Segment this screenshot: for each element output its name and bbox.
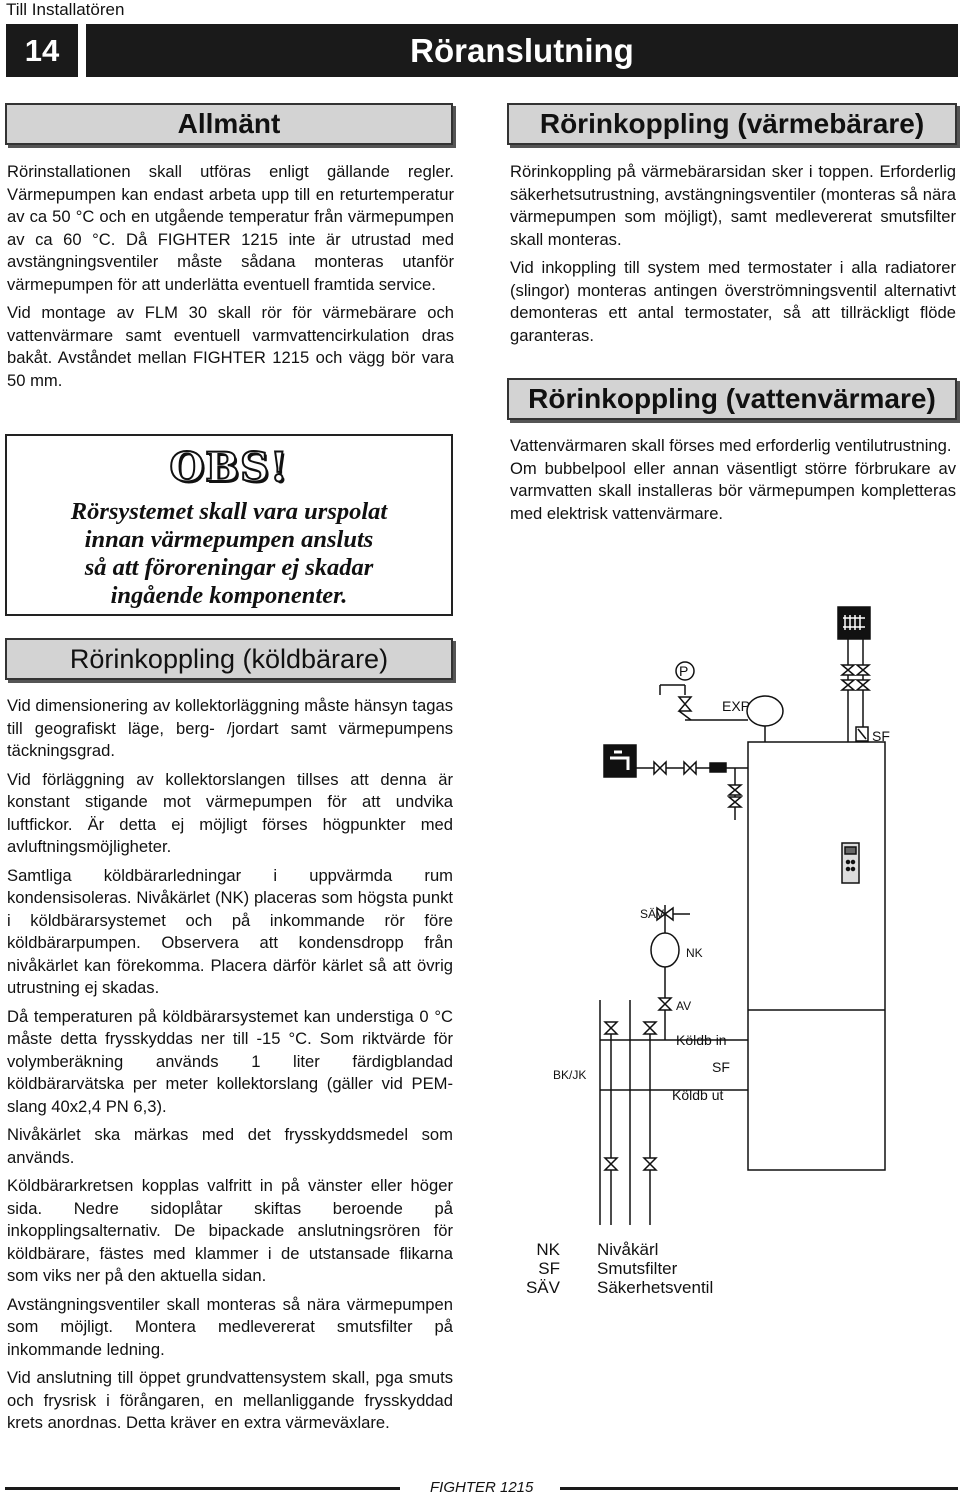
obs-line: Rörsystemet skall vara urspolat (70, 498, 388, 525)
legend-abbr: NK (536, 1240, 560, 1259)
legend-desc: Nivåkärl (597, 1240, 659, 1259)
footer-text: FIGHTER 1215 (430, 1479, 534, 1496)
varmebarare-paragraph: Rörinkoppling på värmebärarsidan sker i toppen. Erforderlig säkerhetsutrustning, avstängningsventiler (monteras så nära värmepumpen som möjligt), samt medlevererat smutsfilter skall monteras. (510, 162, 956, 249)
expansion-vessel-icon (747, 696, 783, 742)
obs-notice (5, 434, 453, 616)
control-panel-icon (842, 843, 859, 883)
heading-vattenvarmare: Rörinkoppling (vattenvärmare) (507, 378, 957, 420)
heading-koldbarare: Rörinkoppling (köldbärare) (5, 638, 453, 680)
koldbarare-body (7, 695, 453, 1441)
label-exp: EXP (722, 698, 751, 714)
varmebarare-paragraph: Vid inkoppling till system med termostater i alla radiatorer (slingor) monteras antingen överströmningsventil alternativt demonteras ett antal termostater, så att tillräckligt flöde garanteras. (510, 258, 956, 345)
koldbarare-paragraph: Vid förläggning av kollektorslangen tillses att denna är konstant stigande mot värmepumpen för att undvika luftfickor. Är detta ej möjligt förses högpunkter med avluftningsmöjligheter. (7, 769, 453, 856)
koldbarare-paragraph: Köldbärarkretsen kopplas valfritt in på vänster eller höger sida. Nedre sidoplåtar skiftas beroende på inkopplingsalternativ. De bipackade anslutningsrören för köldbärare, fästes med klammer i de utstansade flikarna som viks ner på den aktuella sidan. (7, 1176, 453, 1285)
allmant-paragraph: Rörinstallationen skall utföras enligt gällande regler. Värmepumpen kan endast arbeta upp till en returtemperatur av ca 50 °C och en utgående temperatur från värmepumpen av ca 60 °C. Då FIGHTER 1215 inte är utrustad med avstängningsventiler måste sådana monteras utanför värmepumpen för att underlätta eventuell framtida service. (7, 162, 454, 294)
koldbarare-paragraph: Då temperaturen på köldbärarsystemet kan understiga 0 °C måste detta frysskyddas ner till -15 °C. Som riktvärde för volymberäkning används 1 liter färdigblandad köldbärarvätska per meter kollektorslang (gäller vid PEM-slang 40x2,4 PN 6,3). (7, 1006, 453, 1116)
heat-pump-cabinet (748, 742, 885, 1170)
label-p: P (679, 663, 689, 679)
radiator-icon (838, 607, 870, 639)
koldbarare-paragraph: Avstängningsventiler skall monteras så nära värmepumpen som möjligt. Montera medlevererat smutsfilter på inkommande ledning. (7, 1294, 453, 1359)
vattenvarmare-body (510, 435, 956, 531)
footer-rule-right (560, 1487, 958, 1490)
legend-desc: Säkerhetsventil (597, 1278, 714, 1297)
obs-text (7, 498, 451, 610)
installation-diagram (490, 600, 960, 1240)
label-av: AV (676, 999, 692, 1013)
vattenvarmare-paragraph: Vattenvärmaren skall förses med erforderlig ventilutrustning. (510, 436, 952, 455)
page-title: Röranslutning (86, 24, 958, 77)
footer-rule-left (5, 1487, 400, 1490)
label-sf-top: SF (872, 728, 890, 744)
obs-title: OBS! (169, 444, 289, 491)
legend-abbr: SÄV (525, 1278, 560, 1297)
heading-varmebarare: Rörinkoppling (värmebärare) (507, 103, 957, 145)
page-number: 14 (6, 24, 78, 77)
varmebarare-body (510, 161, 956, 353)
allmant-paragraph: Vid montage av FLM 30 skall rör för värmebärare och vattenvärmare samt eventuell varmvattencirkulation dras bakåt. Avståndet mellan FIGHTER 1215 och vägg bör vara 50 mm. (7, 303, 454, 390)
heading-allmant: Allmänt (5, 103, 453, 145)
tap-icon (604, 745, 636, 777)
legend-desc: Smutsfilter (597, 1259, 678, 1278)
label-nk: NK (686, 946, 703, 960)
obs-line: innan värmepumpen ansluts (84, 526, 374, 553)
label-sf-bottom: SF (712, 1059, 730, 1075)
obs-line: ingående komponenter. (110, 582, 348, 609)
label-sav: SÄV (640, 907, 665, 921)
legend-abbr: SF (538, 1259, 560, 1278)
label-bkjk: BK/JK (553, 1068, 587, 1082)
koldbarare-paragraph: Vid anslutning till öppet grundvattensystem skall, pga smuts och frysrisk i förångaren, en mellanliggande frysskyddad krets anordnas. Detta kräver en extra värmeväxlare. (7, 1368, 453, 1432)
obs-line: så att föroreningar ej skadar (84, 554, 374, 581)
allmant-body (7, 161, 454, 398)
koldbarare-paragraph: Vid dimensionering av kollektorläggning måste hänsyn tagas till geografiskt läge, berg- /jordart samt värmepumpens täckningsgrad. (7, 696, 453, 760)
vattenvarmare-paragraph: Om bubbelpool eller annan väsentligt större förbrukare av varmvatten skall installeras bör värmepumpen kompletteras med elektrisk vattenvärmare. (510, 458, 956, 523)
header-label: Till Installatören (6, 0, 125, 19)
koldbarare-paragraph: Samtliga köldbärarledningar i uppvärmda rum kondensisoleras. Nivåkärlet (NK) placeras som högsta punkt i köldbärarsystemet och på inkommande rör före köldbärarpumpen. Observera att kondensdropp från nivåkärlet kan förekomma. Placera därför kärlet så att övrig utrustning ej skadas. (7, 865, 453, 997)
level-vessel-icon (651, 933, 679, 967)
label-koldb-ut: Köldb ut (672, 1087, 724, 1103)
label-koldb-in: Köldb in (676, 1032, 727, 1048)
koldbarare-paragraph: Nivåkärlet ska märkas med det frysskyddsmedel som används. (7, 1125, 453, 1167)
